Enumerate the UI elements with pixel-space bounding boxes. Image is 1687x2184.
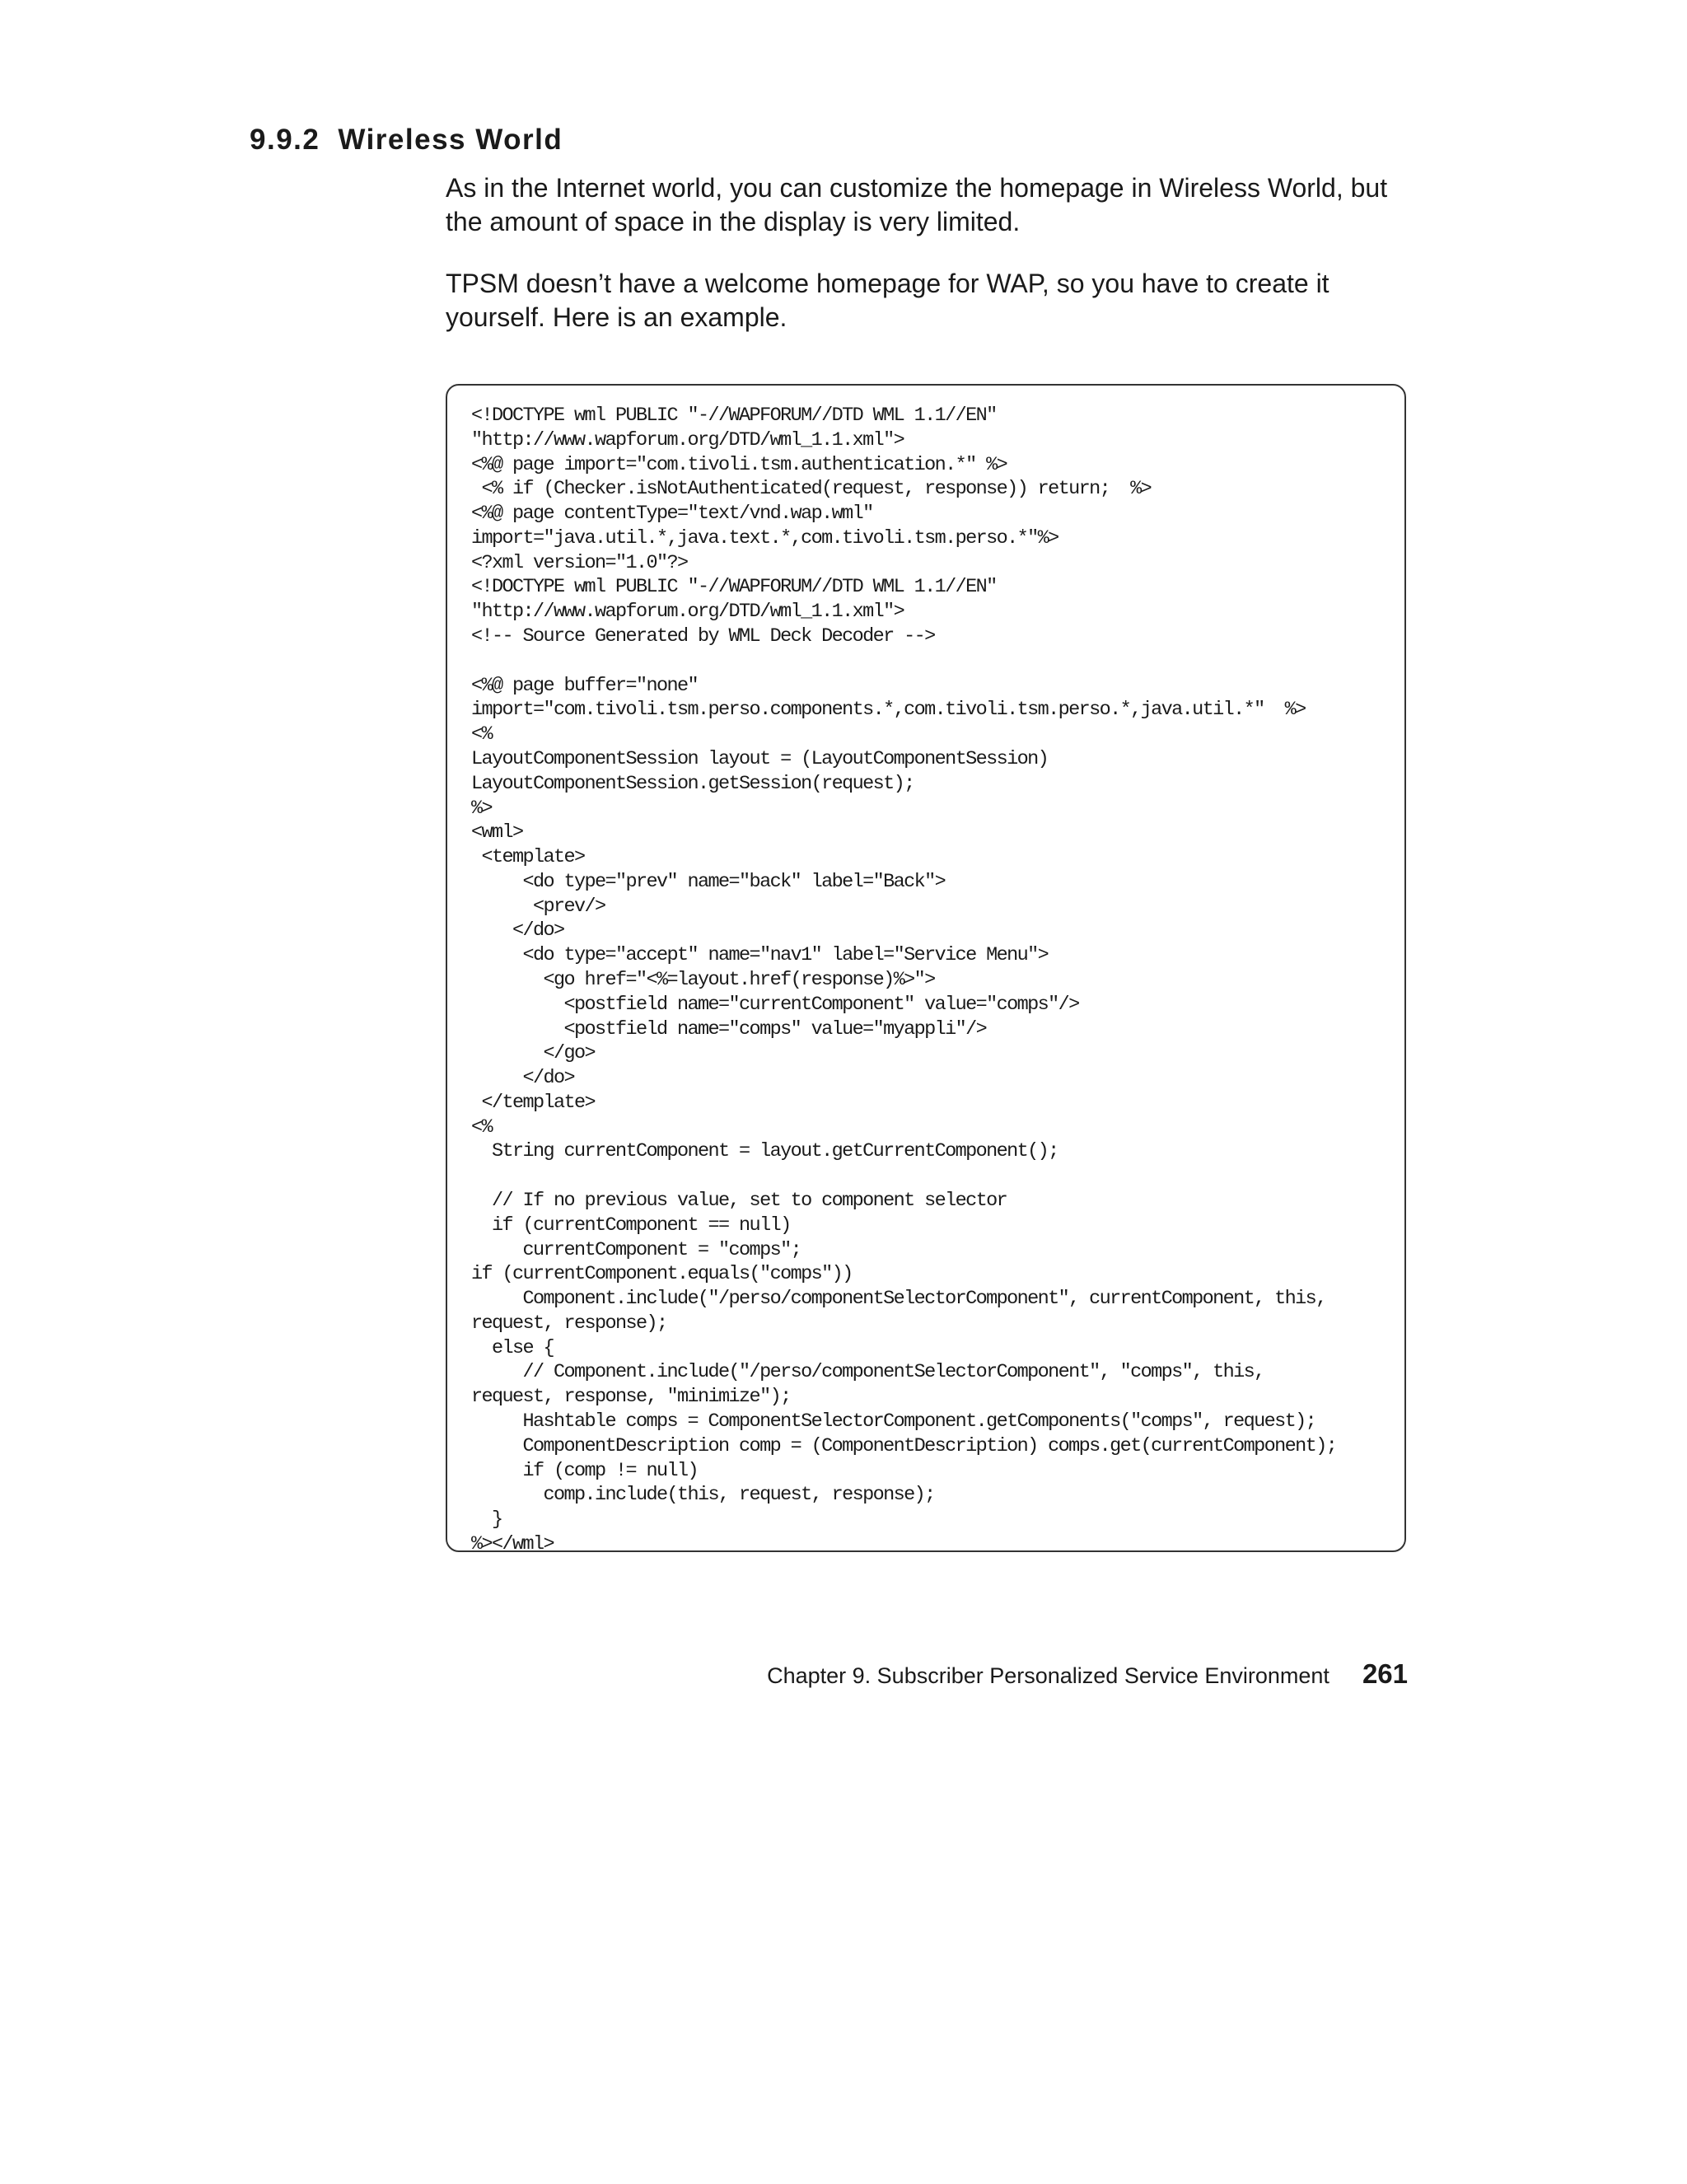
code-line: request, response, "minimize"); [471,1386,791,1409]
code-line: <do type="accept" name="nav1" label="Service Menu"> [471,944,1049,967]
code-line: if (currentComponent.equals("comps")) [471,1263,853,1286]
section-heading [250,124,563,157]
code-line: Hashtable comps = ComponentSelectorComponent.getComponents("comps", request); [471,1410,1316,1433]
footer-chapter-title: Chapter 9. Subscriber Personalized Service Environment [767,1663,1330,1688]
code-line: <%@ page buffer="none" [471,674,699,697]
code-line: %> [471,797,493,820]
code-line: } [471,1508,502,1532]
code-line: currentComponent = "comps"; [471,1238,801,1261]
code-line: <postfield name="currentComponent" value="comps"/> [471,993,1079,1016]
code-line: <template> [471,846,585,869]
code-line: import="com.tivoli.tsm.perso.components.*,com.tivoli.tsm.perso.*,java.util.*" %> [471,699,1306,722]
code-line: String currentComponent = layout.getCurrentComponent(); [471,1140,1058,1163]
page-number: 261 [1362,1658,1408,1689]
code-line: "http://www.wapforum.org/DTD/wml_1.1.xml"> [471,428,904,451]
code-line: <% if (Checker.isNotAuthenticated(request, response)) return; %> [471,478,1152,501]
code-example-box [446,384,1406,1552]
code-line: <wml> [471,821,523,844]
code-line: "http://www.wapforum.org/DTD/wml_1.1.xml"> [471,601,904,624]
code-line: // If no previous value, set to component selector [471,1190,1007,1212]
section-number: 9.9.2 [250,124,320,156]
code-line: Component.include("/perso/componentSelectorComponent", currentComponent, this, [471,1288,1326,1311]
code-line: <do type="prev" name="back" label="Back"> [471,870,946,893]
code-line: %></wml> [471,1532,554,1552]
code-line: <postfield name="comps" value="myappli"/> [471,1017,987,1041]
code-line: <prev/> [471,895,605,918]
code-line: </do> [471,919,564,942]
code-line: // Component.include("/perso/componentSelectorComponent", "comps", this, [471,1361,1264,1384]
code-line: else { [471,1336,554,1359]
code-listing [471,404,1336,1552]
code-line: <!DOCTYPE wml PUBLIC "-//WAPFORUM//DTD WML 1.1//EN" [471,405,997,427]
page-footer [767,1658,1408,1690]
code-line: <!-- Source Generated by WML Deck Decoder --> [471,625,935,648]
code-line: <%@ page contentType="text/vnd.wap.wml" [471,503,873,526]
code-line: <% [471,723,493,746]
code-line: <go href="<%=layout.href(response)%>"> [471,968,935,991]
code-line: <%@ page import="com.tivoli.tsm.authentication.*" %> [471,453,1007,476]
code-line: <!DOCTYPE wml PUBLIC "-//WAPFORUM//DTD WML 1.1//EN" [471,576,997,599]
code-line: LayoutComponentSession.getSession(request); [471,772,914,795]
code-line: if (currentComponent == null) [471,1214,791,1237]
code-line: ComponentDescription comp = (ComponentDescription) comps.get(currentComponent); [471,1434,1337,1457]
intro-paragraph: As in the Internet world, you can customize the homepage in Wireless World, but the amount of space in the display is very limited. [446,173,1388,236]
code-line: </do> [471,1067,575,1090]
code-line: comp.include(this, request, response); [471,1484,935,1507]
code-line: if (comp != null) [471,1459,699,1482]
code-line: LayoutComponentSession layout = (LayoutComponentSession) [471,747,1049,770]
code-line: import="java.util.*,java.text.*,com.tivoli.tsm.perso.*"%> [471,526,1058,550]
code-line: request, response); [471,1312,667,1335]
code-line: <% [471,1115,493,1139]
section-title: Wireless World [338,124,563,156]
code-line: </go> [471,1042,596,1065]
code-line: <?xml version="1.0"?> [471,551,688,574]
example-paragraph: TPSM doesn’t have a welcome homepage for WAP, so you have to create it yourself. Here is an example. [446,269,1330,332]
code-line: </template> [471,1091,596,1114]
